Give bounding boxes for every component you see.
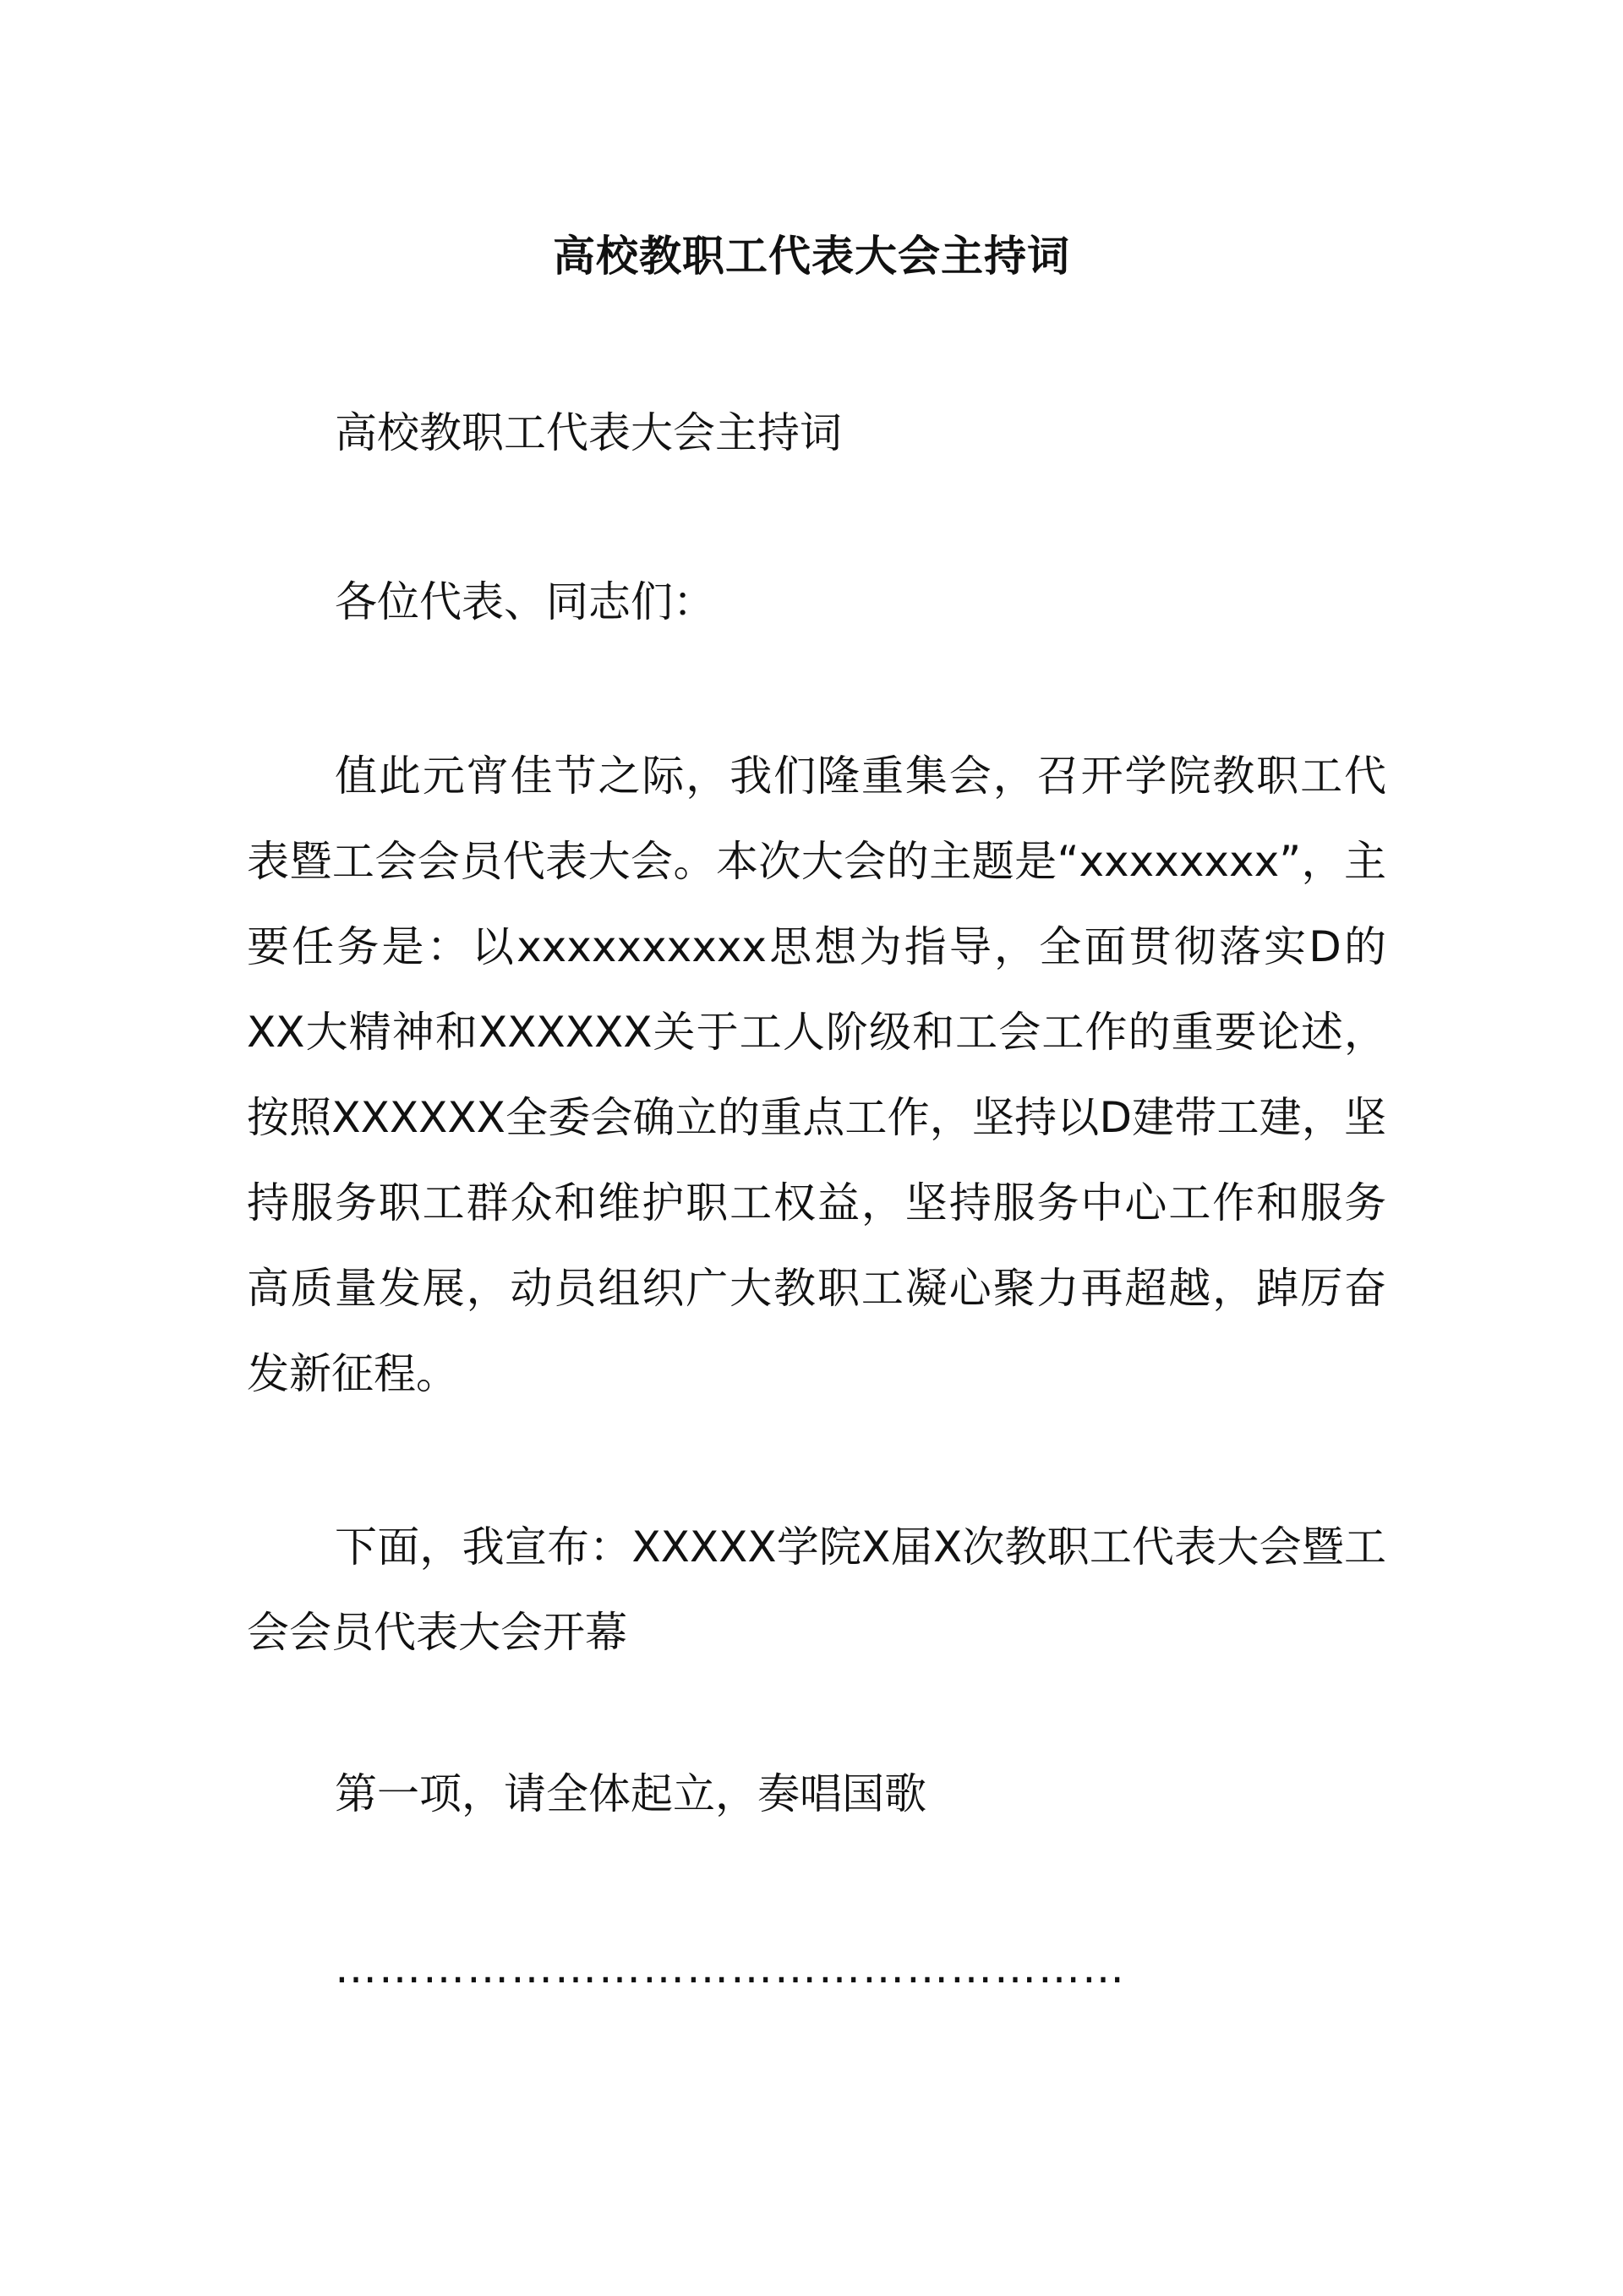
paragraph-announcement: 下面，我宣布：XXXXX学院X届X次教职工代表大会暨工会会员代表大会开幕 [247, 1522, 1386, 1657]
paragraph-first-item: 第一项，请全体起立，奏唱国歌 [335, 1769, 926, 1818]
document-title: 高校教职工代表大会主持词 [553, 232, 1070, 281]
ellipsis-line: ……………………………………………… [335, 1943, 1126, 1993]
paragraph-heading: 高校教职工代表大会主持词 [335, 408, 842, 457]
paragraph-salutation: 各位代表、同志们： [335, 577, 715, 626]
paragraph-opening: 值此元宵佳节之际，我们隆重集会，召开学院教职工代表暨工会会员代表大会。本次大会的主题是“xxxxxxxx”，主要任务是：以xxxxxxxxxx思想为指导，全面贯彻落实D的XX大精神和XXXXXX关于工人阶级和工会工作的重要论述，按照XXXXXX全委会确立的重点工作，坚持以D建带工建，坚持服务职工群众和维护职工权益，坚持服务中心工作和服务高质量发展，动员组织广大教职工凝心聚力再超越，踔厉奋发新征程。 [247, 752, 1386, 1398]
